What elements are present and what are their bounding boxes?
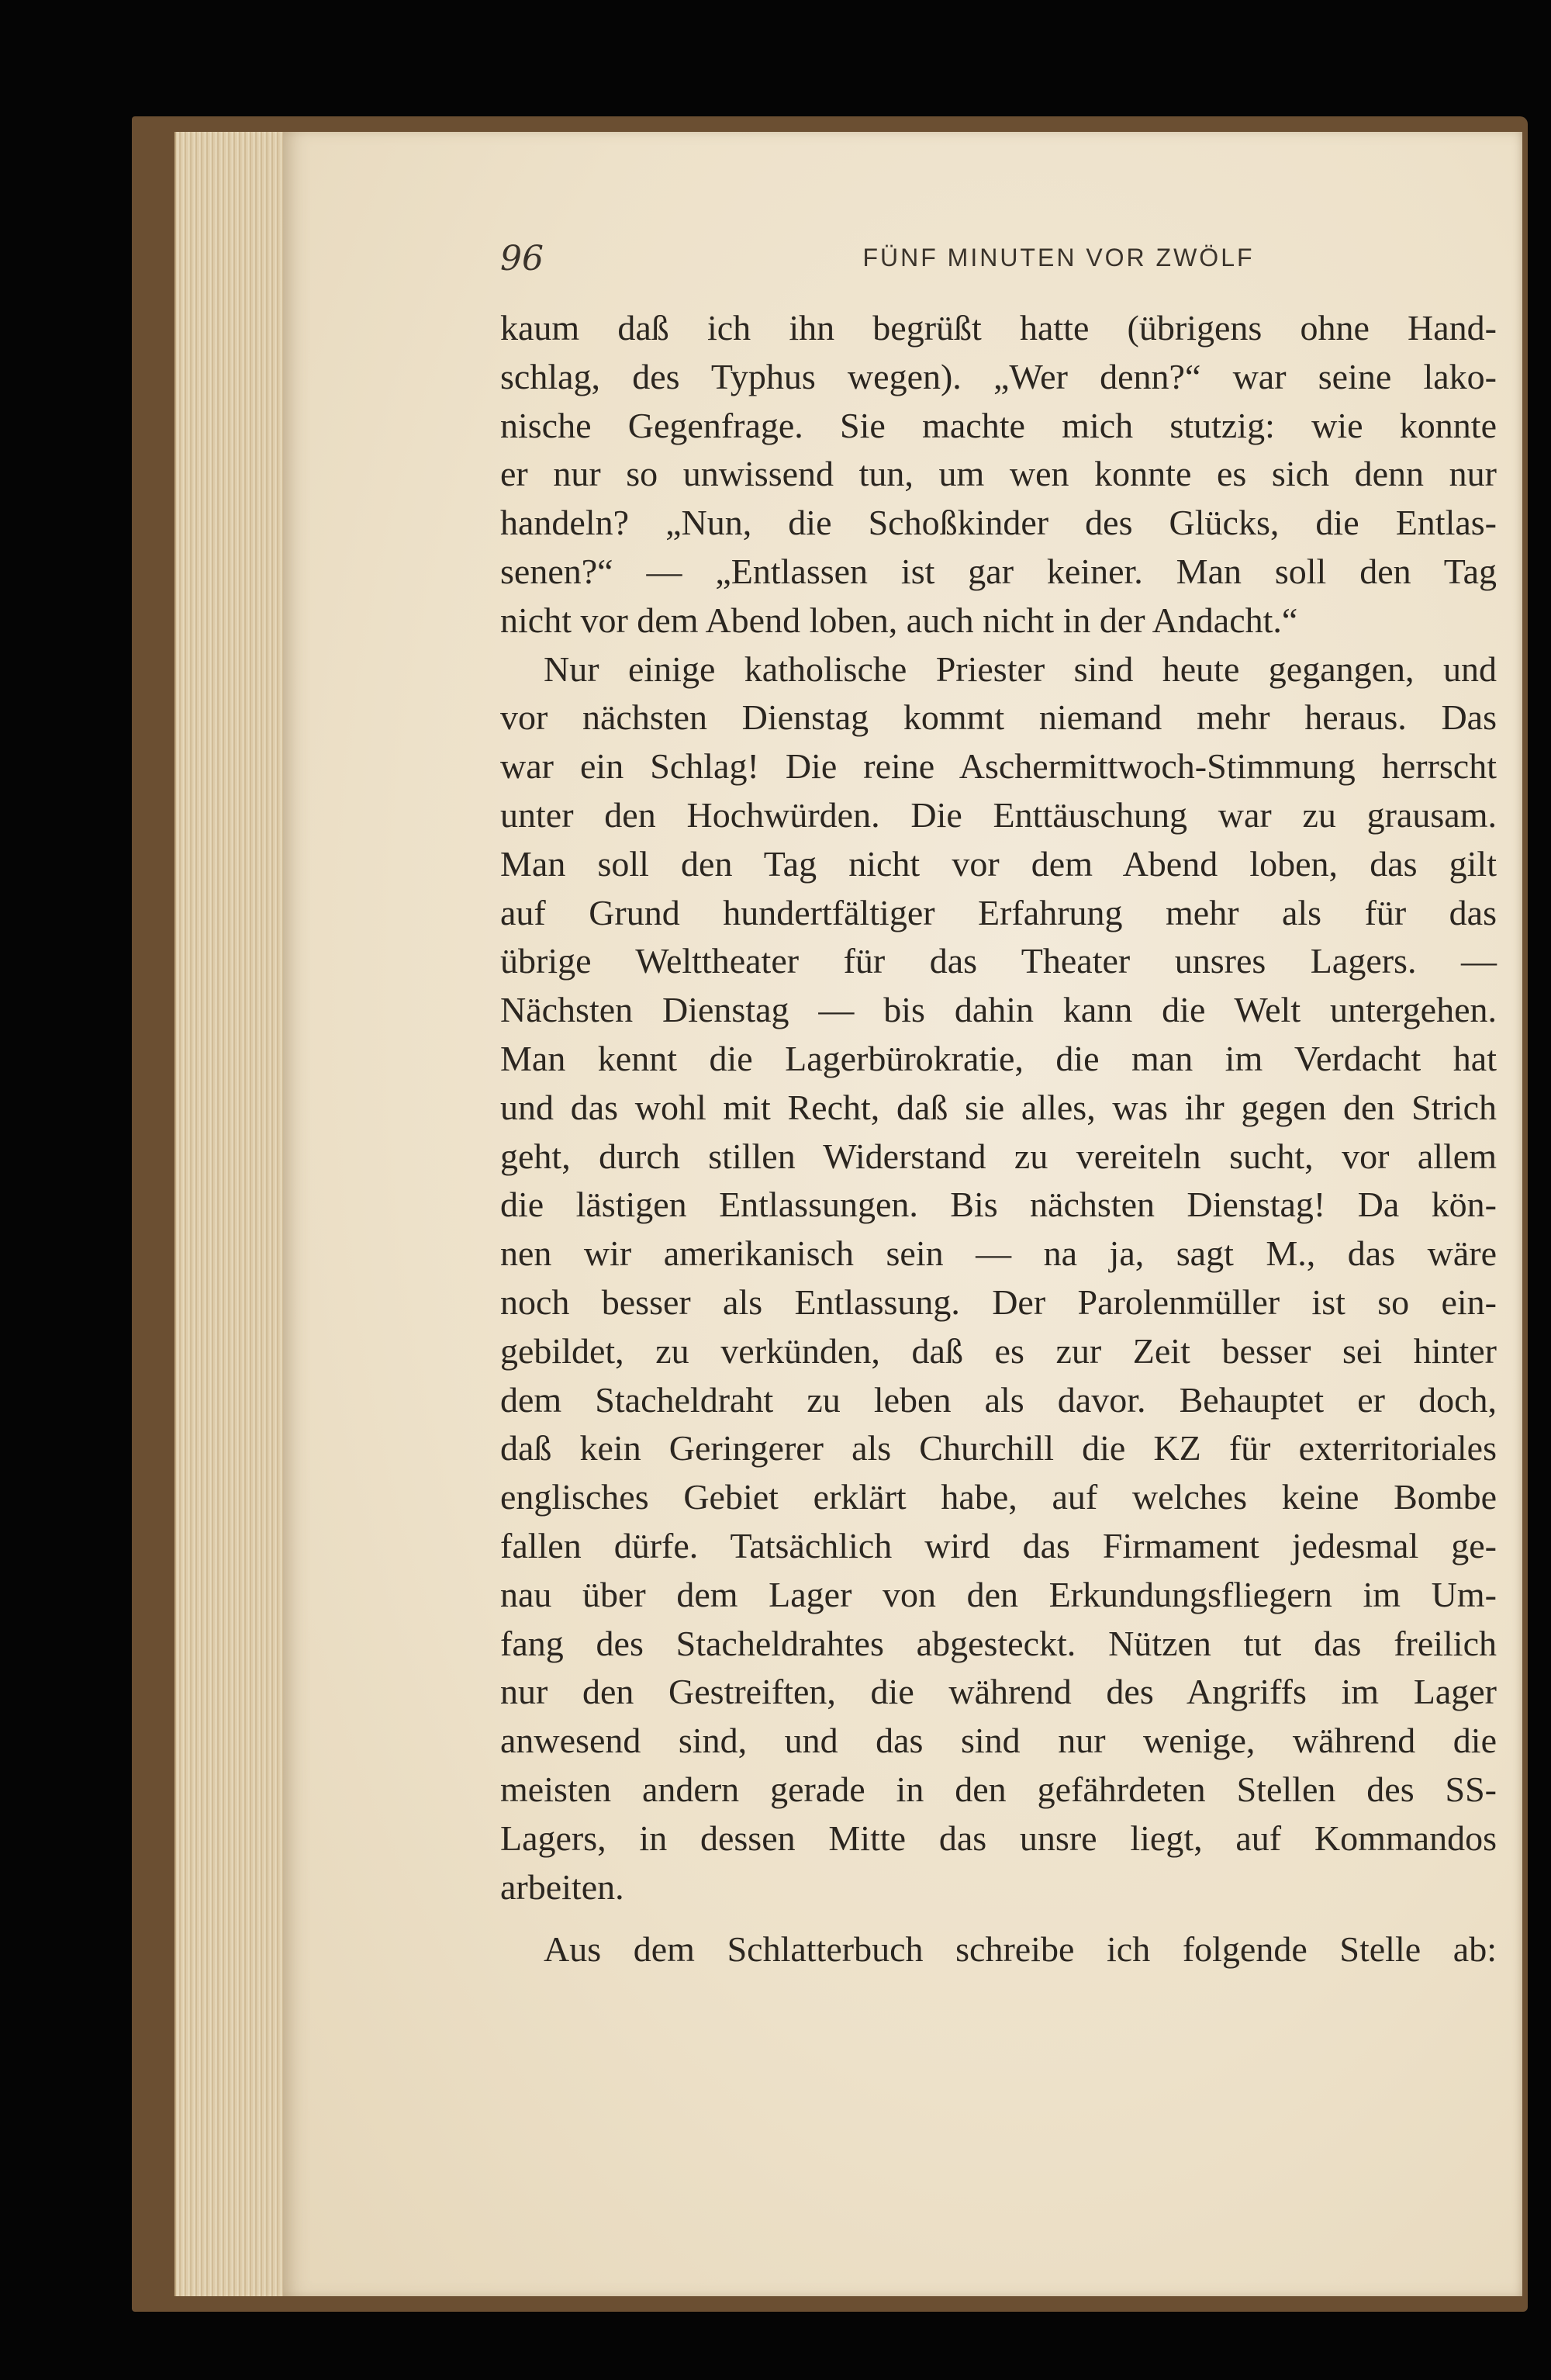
- text-line: daß kein Geringerer als Churchill die KZ für exterritoriales: [500, 1428, 1497, 1468]
- text-line: arbeiten.: [500, 1866, 624, 1907]
- text-line: und das wohl mit Recht, daß sie alles, was ihr gegen den Strich: [500, 1087, 1497, 1127]
- text-line: geht, durch stillen Widerstand zu vereiteln sucht, vor allem: [500, 1136, 1497, 1176]
- text-line: übrige Welttheater für das Theater unsres Lagers. —: [500, 941, 1497, 981]
- text-line: Man soll den Tag nicht vor dem Abend loben, das gilt: [500, 843, 1497, 884]
- text-line: meisten andern gerade in den gefährdeten Stellen des SS-: [500, 1769, 1497, 1809]
- text-line: Lagers, in dessen Mitte das unsre liegt, auf Kommandos: [500, 1818, 1497, 1858]
- text-line: nur den Gestreiften, die während des Angriffs im Lager: [500, 1672, 1497, 1712]
- text-line: unter den Hochwürden. Die Enttäuschung war zu grausam.: [500, 794, 1497, 835]
- text-line: nau über dem Lager von den Erkundungsfliegern im Um-: [500, 1574, 1497, 1614]
- body-text: [500, 304, 1497, 1974]
- page-number: 96: [500, 239, 544, 278]
- text-line: kaum daß ich ihn begrüßt hatte (übrigens ohne Hand-: [500, 308, 1497, 348]
- text-line: Aus dem Schlatterbuch schreibe ich folgende Stelle ab:: [544, 1929, 1497, 1970]
- text-line: Man kennt die Lagerbürokratie, die man im Verdacht hat: [500, 1038, 1497, 1078]
- running-title: FÜNF MINUTEN VOR ZWÖLF: [862, 244, 1255, 272]
- text-line: nicht vor dem Abend loben, auch nicht in der Andacht.“: [500, 600, 1298, 640]
- text-line: war ein Schlag! Die reine Aschermittwoch-Stimmung herrscht: [500, 746, 1497, 787]
- text-line: nische Gegenfrage. Sie machte mich stutzig: wie konnte: [500, 405, 1497, 445]
- text-line: fang des Stacheldrahtes abgesteckt. Nützen tut das freilich: [500, 1623, 1497, 1663]
- page-header: [500, 233, 1497, 295]
- text-line: Nur einige katholische Priester sind heute gegangen, und: [544, 649, 1497, 689]
- text-line: senen?“ — „Entlassen ist gar keiner. Man soll den Tag: [500, 551, 1497, 591]
- text-line: die lästigen Entlassungen. Bis nächsten Dienstag! Da kön-: [500, 1185, 1497, 1225]
- text-line: Nächsten Dienstag — bis dahin kann die Welt untergehen.: [500, 990, 1497, 1030]
- text-line: englisches Gebiet erklärt habe, auf welches keine Bombe: [500, 1477, 1497, 1517]
- text-line: fallen dürfe. Tatsächlich wird das Firmament jedesmal ge-: [500, 1525, 1497, 1565]
- text-line: dem Stacheldraht zu leben als davor. Behauptet er doch,: [500, 1379, 1497, 1420]
- text-line: vor nächsten Dienstag kommt niemand mehr heraus. Das: [500, 697, 1497, 738]
- text-line: gebildet, zu verkünden, daß es zur Zeit besser sei hinter: [500, 1330, 1497, 1371]
- text-line: auf Grund hundertfältiger Erfahrung mehr als für das: [500, 892, 1497, 932]
- text-line: handeln? „Nun, die Schoßkinder des Glücks, die Entlas-: [500, 503, 1497, 543]
- text-line: er nur so unwissend tun, um wen konnte es sich denn nur: [500, 454, 1497, 494]
- text-line: nen wir amerikanisch sein — na ja, sagt M., das wäre: [500, 1233, 1497, 1274]
- text-line: anwesend sind, und das sind nur wenige, während die: [500, 1721, 1497, 1761]
- text-line: schlag, des Typhus wegen). „Wer denn?“ war seine lako-: [500, 356, 1497, 396]
- text-line: noch besser als Entlassung. Der Parolenmüller ist so ein-: [500, 1282, 1497, 1322]
- page-edges: [174, 132, 292, 2296]
